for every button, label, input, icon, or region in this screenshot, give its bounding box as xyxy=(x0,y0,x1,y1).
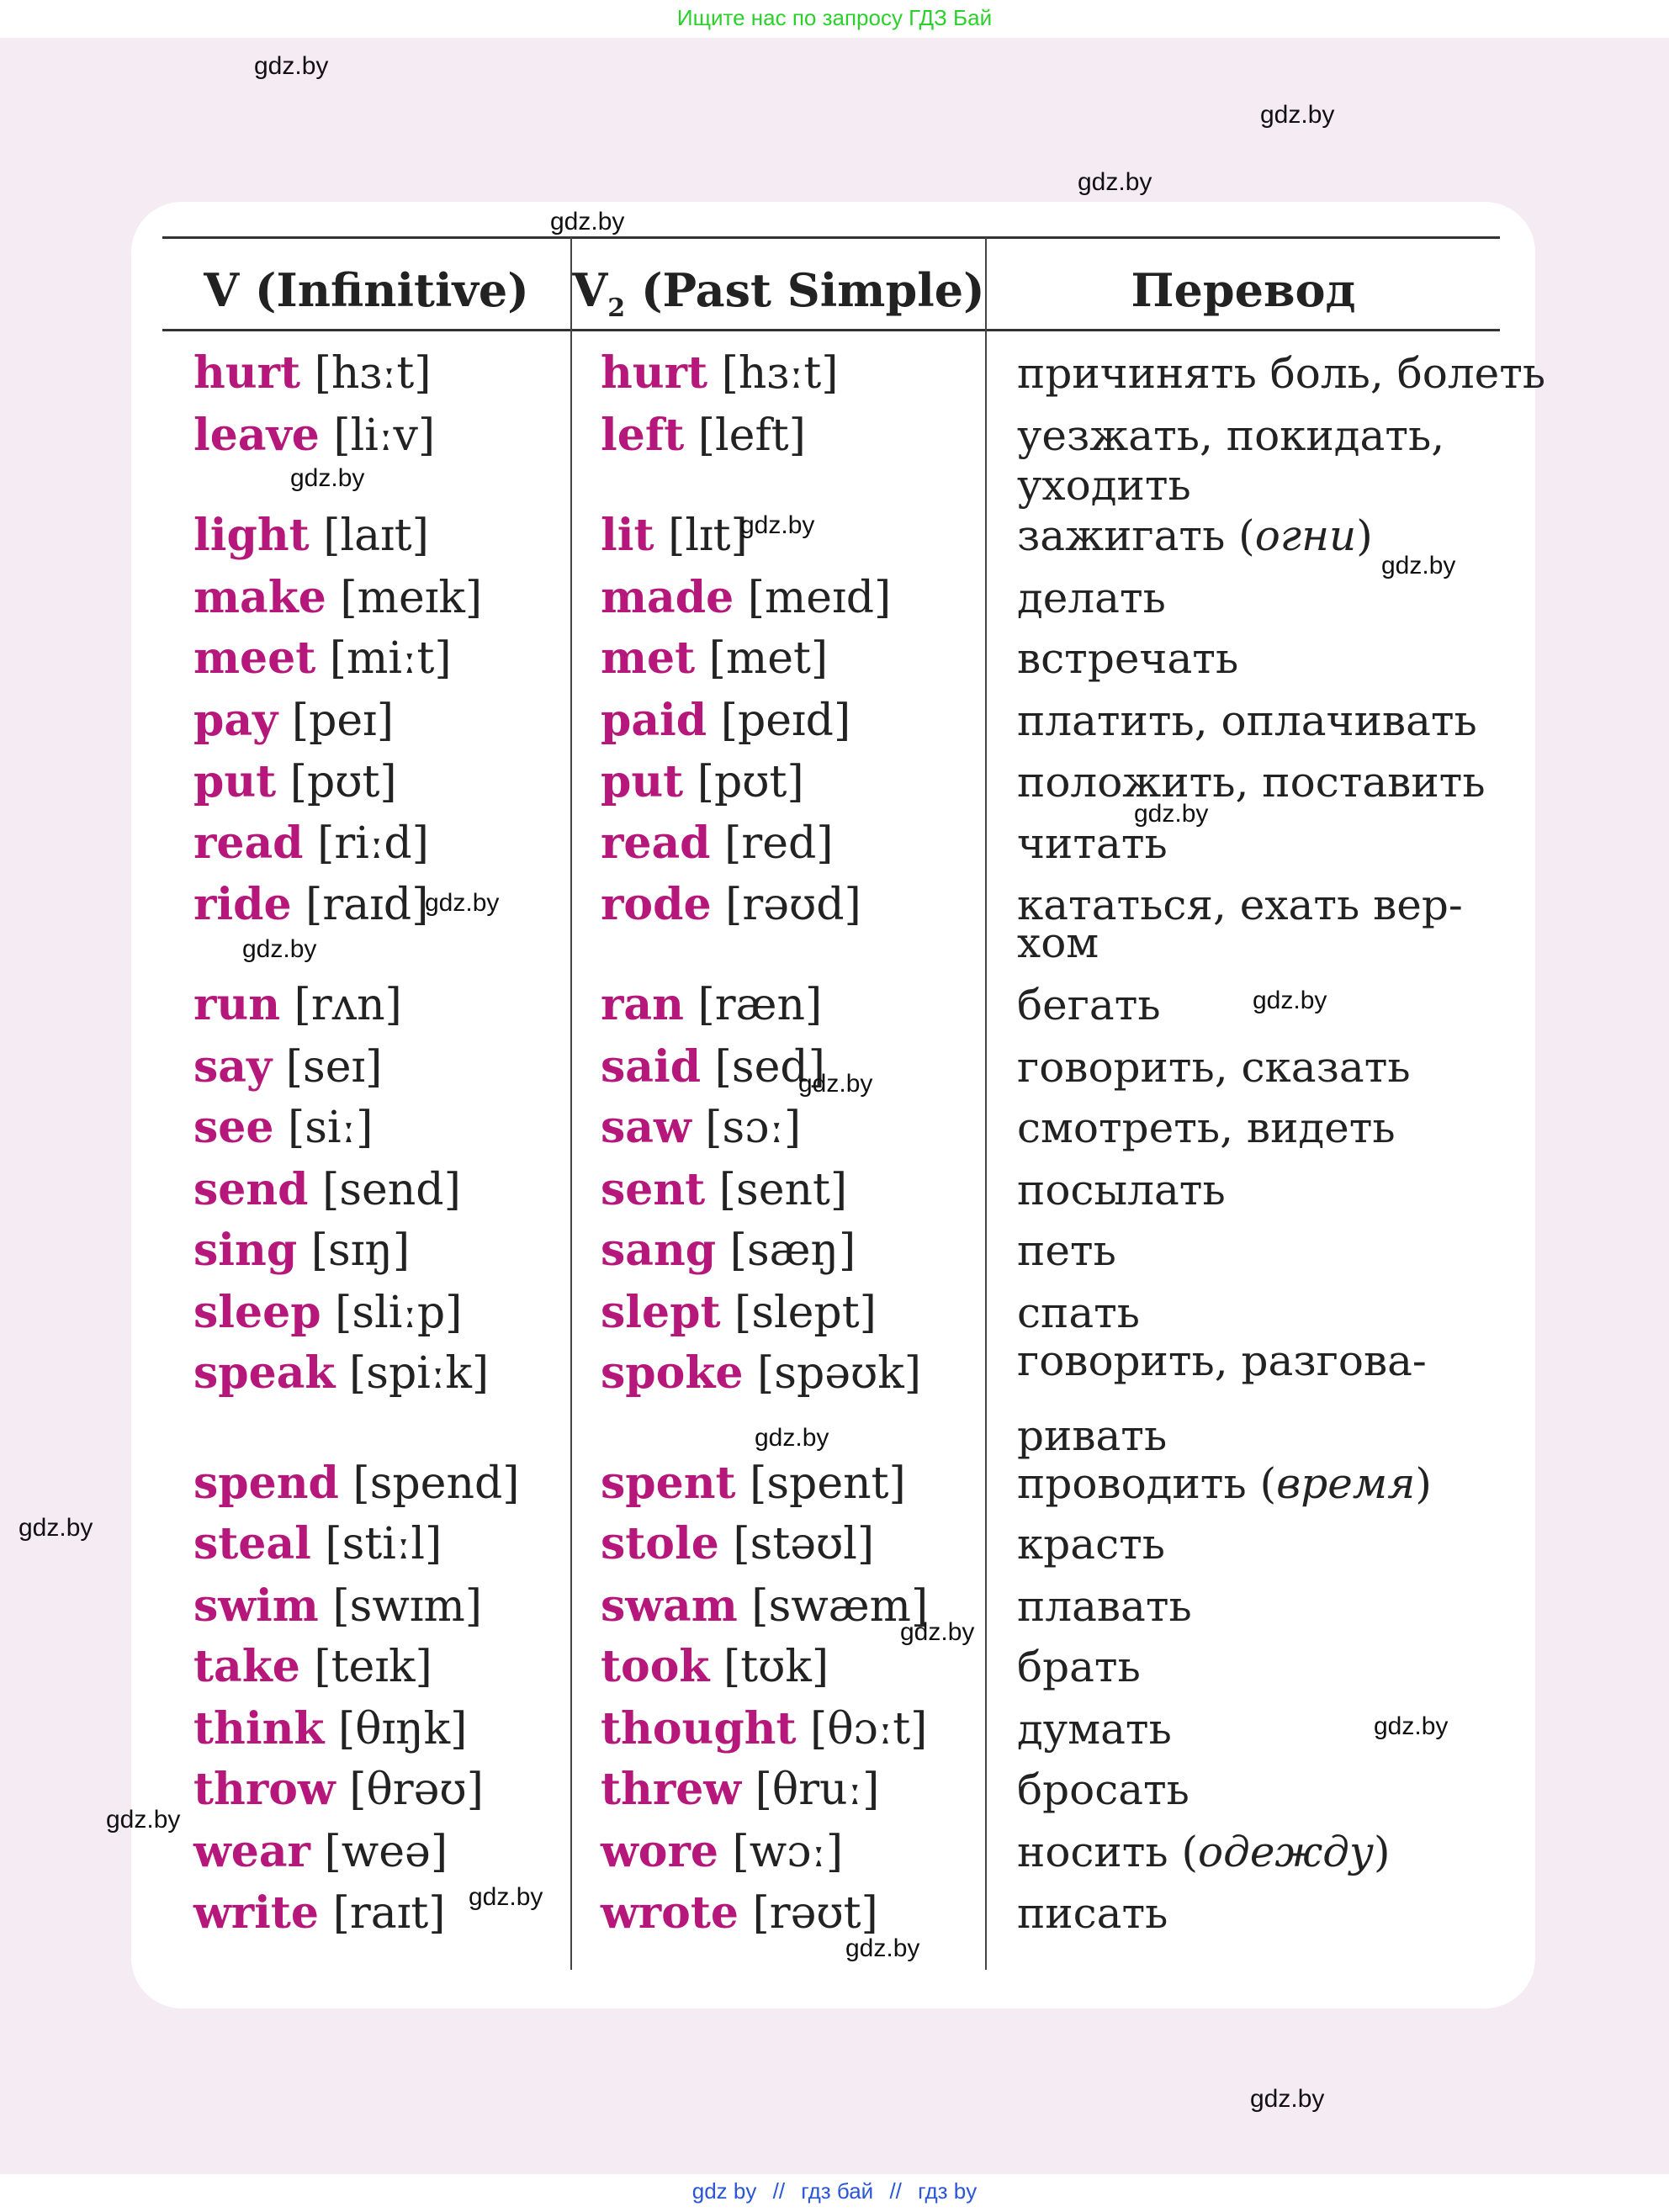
translation-text: посылать xyxy=(1017,1166,1226,1214)
watermark: gdz.by xyxy=(19,1514,93,1542)
past-simple-cell xyxy=(601,1225,856,1276)
verb-infinitive: spend xyxy=(193,1458,339,1509)
verb-past: spent xyxy=(601,1458,736,1509)
translation-cell xyxy=(1017,460,1191,511)
infinitive-cell xyxy=(193,818,429,869)
translation-cell xyxy=(1017,633,1238,684)
past-simple-cell xyxy=(601,410,806,461)
header-translation: Перевод xyxy=(1131,263,1356,317)
transcription: [siː] xyxy=(287,1103,374,1153)
past-simple-cell xyxy=(601,633,828,684)
translation-text: красть xyxy=(1017,1520,1165,1569)
watermark: gdz.by xyxy=(254,52,329,80)
infinitive-cell xyxy=(193,511,429,561)
verb-past: read xyxy=(601,818,711,869)
transcription: [stiːl] xyxy=(325,1519,442,1569)
translation-cell xyxy=(1017,573,1166,623)
verb-past: ran xyxy=(601,979,684,1030)
verb-past: met xyxy=(601,632,696,684)
header-subscript: 2 xyxy=(607,293,626,323)
transcription: [teɪk] xyxy=(314,1642,432,1692)
past-simple-cell xyxy=(601,1288,877,1338)
verb-infinitive: ride xyxy=(193,879,292,930)
translation-cell xyxy=(1017,511,1373,561)
infinitive-cell xyxy=(193,348,432,399)
verb-infinitive: put xyxy=(193,756,277,807)
translation-cell xyxy=(1017,918,1099,968)
watermark: gdz.by xyxy=(900,1618,975,1646)
translation-text: спать xyxy=(1017,1289,1141,1337)
watermark: gdz.by xyxy=(1078,168,1152,196)
translation-text: хом xyxy=(1017,918,1099,967)
translation-cell xyxy=(1017,1042,1411,1093)
translation-text: положить, поставить xyxy=(1017,758,1486,807)
transcription: [spend] xyxy=(352,1458,520,1509)
verb-past: said xyxy=(601,1041,702,1093)
verb-infinitive: throw xyxy=(193,1764,336,1815)
transcription: [swɪm] xyxy=(332,1581,483,1632)
verb-past: swam xyxy=(601,1580,738,1632)
transcription: [sent] xyxy=(718,1165,848,1215)
verb-past: slept xyxy=(601,1287,721,1338)
transcription: [left] xyxy=(697,410,806,461)
verb-past: thought xyxy=(601,1703,797,1754)
verb-past: wore xyxy=(601,1826,718,1877)
header-past-simple xyxy=(572,252,985,328)
translation-cell xyxy=(1017,1410,1167,1461)
watermark: gdz.by xyxy=(798,1070,873,1098)
verb-past: took xyxy=(601,1641,710,1692)
translation-cell xyxy=(1017,1103,1396,1153)
past-simple-cell xyxy=(601,696,850,746)
past-simple-cell xyxy=(601,1042,825,1093)
verb-infinitive: hurt xyxy=(193,347,301,399)
translation-cell xyxy=(1017,1704,1172,1754)
verb-past: sang xyxy=(601,1225,717,1276)
translation-cell xyxy=(1017,1827,1390,1877)
translation-text: писать xyxy=(1017,1889,1168,1938)
translation-cell xyxy=(1017,1165,1226,1215)
transcription: [sed] xyxy=(714,1042,825,1093)
verb-infinitive: meet xyxy=(193,632,316,684)
infinitive-cell xyxy=(193,1348,489,1399)
verb-past: sent xyxy=(601,1164,706,1215)
transcription: [riːd] xyxy=(317,818,429,869)
translation-text: делать xyxy=(1017,574,1166,622)
transcription: [θruː] xyxy=(755,1765,880,1815)
translation-text: ) xyxy=(1415,1459,1432,1508)
translation-cell xyxy=(1017,1336,1427,1386)
watermark: gdz.by xyxy=(1381,552,1456,579)
infinitive-cell xyxy=(193,633,452,684)
transcription: [rəʊd] xyxy=(725,880,861,930)
past-simple-cell xyxy=(601,1103,801,1153)
verb-infinitive: write xyxy=(193,1887,320,1939)
verb-past: saw xyxy=(601,1102,691,1153)
translation-text: ) xyxy=(1373,1828,1391,1876)
infinitive-cell xyxy=(193,980,402,1030)
transcription: [spiːk] xyxy=(348,1348,490,1399)
verb-past: put xyxy=(601,756,684,807)
translation-text: уходить xyxy=(1017,461,1191,510)
infinitive-cell xyxy=(193,1704,467,1754)
verb-infinitive: light xyxy=(193,510,310,561)
header-v: V xyxy=(572,263,608,317)
infinitive-cell xyxy=(193,1827,448,1877)
footer-link[interactable]: гдз by xyxy=(918,2178,978,2204)
past-simple-cell xyxy=(601,1581,928,1632)
translation-note: время xyxy=(1276,1459,1416,1508)
watermark: gdz.by xyxy=(550,208,625,235)
infinitive-cell xyxy=(193,1581,482,1632)
translation-text: говорить, разгова- xyxy=(1017,1336,1427,1385)
translation-text: бросать xyxy=(1017,1765,1189,1814)
translation-text: брать xyxy=(1017,1643,1141,1691)
past-simple-cell xyxy=(601,980,822,1030)
watermark: gdz.by xyxy=(1260,101,1335,129)
transcription: [sliːp] xyxy=(335,1288,463,1338)
translation-text: встречать xyxy=(1017,634,1239,683)
footer-links xyxy=(0,2174,1669,2212)
translation-text: читать xyxy=(1017,819,1168,868)
transcription: [θɪŋk] xyxy=(337,1704,468,1754)
transcription: [peɪ] xyxy=(291,696,395,746)
infinitive-cell xyxy=(193,1458,520,1509)
verb-infinitive: see xyxy=(193,1102,274,1153)
verb-past: spoke xyxy=(601,1347,744,1399)
top-banner xyxy=(0,0,1669,38)
translation-text: смотреть, видеть xyxy=(1017,1103,1396,1152)
transcription: [raɪd] xyxy=(305,880,429,930)
transcription: [hɜːt] xyxy=(314,348,432,399)
watermark: gdz.by xyxy=(755,1424,829,1452)
infinitive-cell xyxy=(193,696,394,746)
transcription: [ræn] xyxy=(697,980,823,1030)
watermark: gdz.by xyxy=(1134,800,1209,828)
transcription: [hɜːt] xyxy=(721,348,839,399)
watermark: gdz.by xyxy=(1374,1712,1449,1740)
infinitive-cell xyxy=(193,1765,484,1815)
transcription: [spəʊk] xyxy=(756,1348,922,1399)
watermark: gdz.by xyxy=(1250,2085,1325,2113)
transcription: [swæm] xyxy=(751,1581,929,1632)
transcription: [rəʊt] xyxy=(752,1888,878,1939)
past-simple-cell xyxy=(601,1519,874,1569)
infinitive-cell xyxy=(193,1642,432,1692)
verb-infinitive: sleep xyxy=(193,1287,321,1338)
translation-cell xyxy=(1017,1888,1168,1939)
column-divider xyxy=(570,237,572,1970)
translation-text: платить, оплачивать xyxy=(1017,696,1477,745)
translation-cell xyxy=(1017,1642,1141,1692)
transcription: [tʊk] xyxy=(723,1642,829,1692)
table-top-rule xyxy=(162,236,1500,239)
infinitive-cell xyxy=(193,1888,446,1939)
translation-cell xyxy=(1017,757,1486,807)
past-simple-cell xyxy=(601,348,839,399)
transcription: [spent] xyxy=(750,1458,906,1509)
verb-past: paid xyxy=(601,695,707,746)
transcription: [meɪd] xyxy=(747,573,892,623)
transcription: [pʊt] xyxy=(289,757,397,807)
infinitive-cell xyxy=(193,1042,382,1093)
translation-text: носить ( xyxy=(1017,1828,1199,1876)
translation-text: ) xyxy=(1356,511,1373,560)
watermark: gdz.by xyxy=(290,464,365,492)
translation-text: плавать xyxy=(1017,1582,1192,1631)
transcription: [rʌn] xyxy=(294,980,402,1030)
watermark: gdz.by xyxy=(242,935,317,963)
verb-past: stole xyxy=(601,1518,719,1569)
transcription: [pʊt] xyxy=(697,757,804,807)
transcription: [send] xyxy=(322,1165,461,1215)
past-simple-cell xyxy=(601,757,804,807)
past-simple-cell xyxy=(601,573,891,623)
transcription: [met] xyxy=(708,633,829,684)
verb-infinitive: send xyxy=(193,1164,309,1215)
footer-separator: // xyxy=(889,2178,902,2204)
footer-separator: // xyxy=(772,2178,786,2204)
past-simple-cell xyxy=(601,1348,921,1399)
verb-past: lit xyxy=(601,510,654,561)
verb-infinitive: run xyxy=(193,979,281,1030)
translation-text: думать xyxy=(1017,1705,1172,1754)
translation-cell xyxy=(1017,980,1161,1030)
transcription: [miːt] xyxy=(329,633,452,684)
banner-text: Ищите нас по запросу ГДЗ Бай xyxy=(676,5,993,30)
translation-note: одежду xyxy=(1198,1828,1374,1876)
verb-infinitive: make xyxy=(193,572,326,623)
past-simple-cell xyxy=(601,1765,879,1815)
verb-past: made xyxy=(601,572,734,623)
past-simple-cell xyxy=(601,1888,878,1939)
verb-infinitive: swim xyxy=(193,1580,319,1632)
verb-infinitive: pay xyxy=(193,695,278,746)
past-simple-cell xyxy=(601,818,834,869)
past-simple-cell xyxy=(601,1642,829,1692)
translation-cell xyxy=(1017,348,1545,399)
past-simple-cell xyxy=(601,1827,843,1877)
watermark: gdz.by xyxy=(845,1934,920,1962)
translation-text: уезжать, покидать, xyxy=(1017,411,1445,460)
footer-link[interactable]: gdz by xyxy=(691,2178,757,2204)
verb-infinitive: leave xyxy=(193,410,320,461)
infinitive-cell xyxy=(193,573,482,623)
transcription: [liːv] xyxy=(333,410,436,461)
translation-text: проводить ( xyxy=(1017,1459,1277,1508)
translation-text: петь xyxy=(1017,1226,1116,1275)
infinitive-cell xyxy=(193,1103,373,1153)
past-simple-cell xyxy=(601,1458,906,1509)
transcription: [raɪt] xyxy=(332,1888,446,1939)
infinitive-cell xyxy=(193,1519,442,1569)
transcription: [weə] xyxy=(324,1827,448,1877)
verb-infinitive: say xyxy=(193,1041,273,1093)
transcription: [seɪ] xyxy=(285,1042,383,1093)
translation-cell xyxy=(1017,1288,1140,1338)
transcription: [meɪk] xyxy=(340,573,483,623)
watermark: gdz.by xyxy=(106,1806,181,1834)
translation-cell xyxy=(1017,1458,1432,1509)
transcription: [lɪt] xyxy=(668,511,748,561)
infinitive-cell xyxy=(193,1288,462,1338)
translation-text: кататься, ехать вер- xyxy=(1017,881,1463,929)
translation-cell xyxy=(1017,696,1477,746)
column-divider xyxy=(985,237,987,1970)
translation-text: причинять боль, болеть xyxy=(1017,349,1546,398)
translation-note: огни xyxy=(1254,511,1357,560)
header-past-label: (Past Simple) xyxy=(625,263,985,317)
verb-past: rode xyxy=(601,879,712,930)
transcription: [peɪd] xyxy=(720,696,851,746)
past-simple-cell xyxy=(601,511,748,561)
translation-text: бегать xyxy=(1017,981,1161,1029)
watermark: gdz.by xyxy=(1253,987,1327,1014)
translation-text: зажигать ( xyxy=(1017,511,1255,560)
verb-infinitive: read xyxy=(193,818,304,869)
translation-cell xyxy=(1017,1765,1189,1815)
verb-infinitive: sing xyxy=(193,1225,298,1276)
verb-past: threw xyxy=(601,1764,742,1815)
translation-text: ривать xyxy=(1017,1411,1168,1460)
translation-cell xyxy=(1017,1225,1116,1276)
verb-infinitive: steal xyxy=(193,1518,311,1569)
translation-cell xyxy=(1017,1519,1165,1569)
footer-link[interactable]: гдз бай xyxy=(801,2178,874,2204)
verb-infinitive: think xyxy=(193,1703,325,1754)
past-simple-cell xyxy=(601,1704,927,1754)
verb-past: hurt xyxy=(601,347,708,399)
header-infinitive: V (Infinitive) xyxy=(204,263,529,317)
watermark: gdz.by xyxy=(425,889,500,917)
transcription: [sæŋ] xyxy=(729,1225,856,1276)
transcription: [wɔː] xyxy=(732,1827,844,1877)
transcription: [θɔːt] xyxy=(810,1704,928,1754)
verb-infinitive: wear xyxy=(193,1826,310,1877)
transcription: [sɪŋ] xyxy=(310,1225,411,1276)
header-bottom-rule xyxy=(162,329,1500,331)
verb-past: left xyxy=(601,410,685,461)
verb-infinitive: take xyxy=(193,1641,300,1692)
transcription: [sɔː] xyxy=(705,1103,802,1153)
watermark: gdz.by xyxy=(740,511,815,539)
verb-infinitive: speak xyxy=(193,1347,336,1399)
infinitive-cell xyxy=(193,1165,461,1215)
infinitive-cell xyxy=(193,1225,410,1276)
infinitive-cell xyxy=(193,757,397,807)
past-simple-cell xyxy=(601,880,861,930)
transcription: [stəʊl] xyxy=(733,1519,875,1569)
verb-past: wrote xyxy=(601,1887,739,1939)
watermark: gdz.by xyxy=(469,1883,543,1911)
infinitive-cell xyxy=(193,410,435,461)
translation-text: говорить, сказать xyxy=(1017,1043,1411,1092)
infinitive-cell xyxy=(193,880,428,930)
transcription: [laɪt] xyxy=(323,511,429,561)
translation-cell xyxy=(1017,1581,1192,1632)
transcription: [slept] xyxy=(734,1288,877,1338)
translation-cell xyxy=(1017,410,1444,461)
transcription: [red] xyxy=(724,818,834,869)
transcription: [θrəʊ] xyxy=(349,1765,484,1815)
past-simple-cell xyxy=(601,1165,847,1215)
